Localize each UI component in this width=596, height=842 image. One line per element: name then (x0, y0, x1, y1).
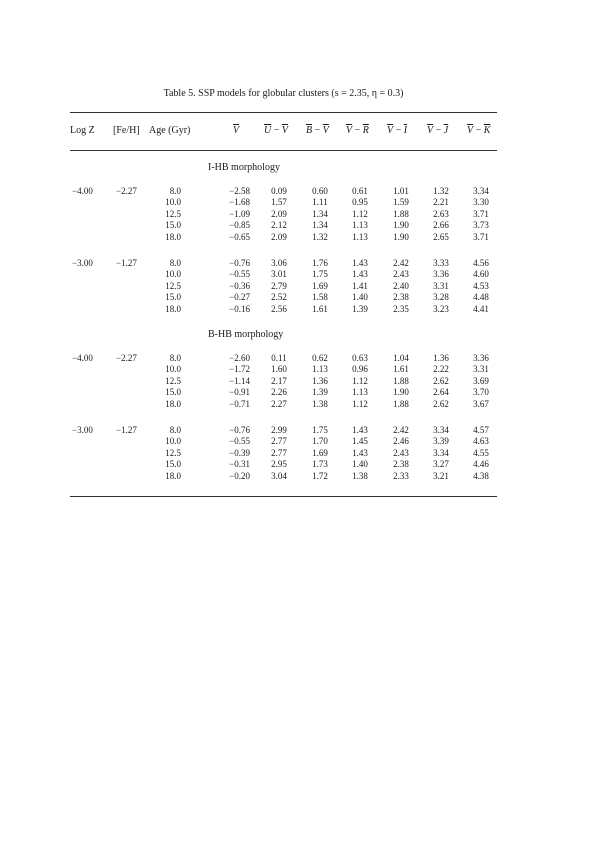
cell-v-minus-i: 1.61 (393, 364, 409, 375)
cell-u-minus-v: 2.52 (271, 292, 287, 303)
cell-u-minus-v: 2.77 (271, 436, 287, 447)
cell-u-minus-v: 2.17 (271, 375, 287, 386)
cell-b-minus-v: 0.60 (312, 186, 328, 196)
cell-v-minus-r: 1.43 (352, 258, 368, 268)
cell-v: −0.91 (229, 387, 250, 398)
cell-v-minus-i: 2.35 (393, 303, 409, 314)
cell-b-minus-v: 1.70 (312, 436, 328, 447)
cell-v-minus-j: 2.63 (433, 208, 449, 219)
cell-v: −0.16 (229, 303, 250, 314)
cell-b-minus-v: 1.11 (312, 197, 328, 208)
cell-v-minus-k: 3.71 (473, 208, 489, 219)
cell-v-minus-i: 1.90 (393, 220, 409, 231)
cell-age: 15.0 (165, 292, 181, 303)
cell-v: −0.27 (229, 292, 250, 303)
cell-v-minus-i: 1.88 (393, 375, 409, 386)
cell-u-minus-v: 2.99 (271, 425, 287, 435)
header-v: $\overline{V}$ (233, 125, 240, 136)
cell-age: 18.0 (165, 398, 181, 409)
cell-u-minus-v: 2.12 (271, 220, 287, 231)
cell-log-z: −4.00 (72, 186, 93, 196)
cell-v: −0.55 (229, 269, 250, 280)
cell-b-minus-v: 1.58 (312, 292, 328, 303)
cell-v-minus-j: 1.32 (433, 186, 449, 196)
cell-u-minus-v: 0.09 (271, 186, 287, 196)
cell-v-minus-r: 1.43 (352, 425, 368, 435)
cell-u-minus-v: 2.26 (271, 387, 287, 398)
cell-v-minus-j: 2.64 (433, 387, 449, 398)
cell-u-minus-v: 3.04 (271, 470, 287, 481)
cell-v-minus-k: 3.73 (473, 220, 489, 231)
cell-u-minus-v: 2.77 (271, 447, 287, 458)
cell-v-minus-j: 3.28 (433, 292, 449, 303)
cell-v-minus-i: 2.43 (393, 269, 409, 280)
cell-v-minus-k: 4.63 (473, 436, 489, 447)
cell-v-minus-r: 1.12 (352, 398, 368, 409)
cell-age: 18.0 (165, 470, 181, 481)
header-v-minus-r: $\overline{V} - \overline{R}$ (346, 125, 369, 136)
cell-v-minus-k: 3.70 (473, 387, 489, 398)
header-fe-h: [Fe/H] (113, 125, 140, 136)
cell-v-minus-k: 3.34 (473, 186, 489, 196)
cell-u-minus-v: 3.01 (271, 269, 287, 280)
cell-b-minus-v: 1.61 (312, 303, 328, 314)
header-b-minus-v: $\overline{B} - \overline{V}$ (306, 125, 329, 136)
cell-v-minus-k: 4.53 (473, 280, 489, 291)
cell-b-minus-v: 1.75 (312, 269, 328, 280)
cell-v-minus-j: 3.36 (433, 269, 449, 280)
cell-age: 8.0 (169, 186, 181, 196)
cell-v-minus-k: 3.69 (473, 375, 489, 386)
cell-u-minus-v: 0.11 (271, 353, 287, 363)
cell-v-minus-i: 2.42 (393, 425, 409, 435)
cell-v: −2.58 (229, 186, 250, 196)
cell-v-minus-j: 2.22 (433, 364, 449, 375)
cell-u-minus-v: 2.09 (271, 231, 287, 242)
cell-v-minus-k: 4.46 (473, 459, 489, 470)
cell-v-minus-r: 1.41 (352, 280, 368, 291)
cell-v-minus-r: 1.12 (352, 208, 368, 219)
cell-v-minus-j: 2.21 (433, 197, 449, 208)
cell-age: 12.5 (165, 447, 181, 458)
cell-v-minus-k: 4.60 (473, 269, 489, 280)
cell-age: 10.0 (165, 364, 181, 375)
cell-v: −0.71 (229, 398, 250, 409)
cell-v-minus-r: 1.13 (352, 220, 368, 231)
header-v-minus-k: $\overline{V} - \overline{K}$ (467, 125, 491, 136)
cell-b-minus-v: 1.72 (312, 470, 328, 481)
cell-v-minus-i: 2.38 (393, 459, 409, 470)
cell-v: −0.36 (229, 280, 250, 291)
cell-v-minus-i: 1.59 (393, 197, 409, 208)
cell-v-minus-r: 1.39 (352, 303, 368, 314)
header-age: Age (Gyr) (149, 125, 191, 136)
cell-v: −0.20 (229, 470, 250, 481)
cell-b-minus-v: 1.69 (312, 280, 328, 291)
cell-v-minus-i: 2.43 (393, 447, 409, 458)
cell-b-minus-v: 1.34 (312, 208, 328, 219)
cell-age: 15.0 (165, 220, 181, 231)
cell-v: −0.85 (229, 220, 250, 231)
cell-b-minus-v: 1.38 (312, 398, 328, 409)
cell-v-minus-i: 1.04 (393, 353, 409, 363)
cell-age: 12.5 (165, 375, 181, 386)
cell-v-minus-r: 1.13 (352, 387, 368, 398)
cell-log-z: −3.00 (72, 258, 93, 268)
cell-v-minus-j: 2.62 (433, 398, 449, 409)
cell-v-minus-i: 1.90 (393, 231, 409, 242)
cell-v-minus-j: 2.65 (433, 231, 449, 242)
cell-v: −2.60 (229, 353, 250, 363)
cell-v-minus-j: 3.33 (433, 258, 449, 268)
cell-v-minus-j: 1.36 (433, 353, 449, 363)
cell-log-z: −4.00 (72, 353, 93, 363)
cell-age: 8.0 (169, 353, 181, 363)
top-rule (70, 112, 497, 113)
cell-v-minus-r: 1.13 (352, 231, 368, 242)
cell-u-minus-v: 1.57 (271, 197, 287, 208)
cell-age: 15.0 (165, 387, 181, 398)
cell-v-minus-j: 3.31 (433, 280, 449, 291)
cell-fe-h: −2.27 (116, 353, 137, 363)
cell-v-minus-r: 1.40 (352, 459, 368, 470)
cell-age: 12.5 (165, 280, 181, 291)
cell-v: −1.68 (229, 197, 250, 208)
cell-u-minus-v: 2.27 (271, 398, 287, 409)
cell-age: 12.5 (165, 208, 181, 219)
cell-u-minus-v: 2.09 (271, 208, 287, 219)
bottom-rule (70, 496, 497, 497)
cell-u-minus-v: 3.06 (271, 258, 287, 268)
cell-u-minus-v: 2.56 (271, 303, 287, 314)
cell-age: 18.0 (165, 303, 181, 314)
cell-v-minus-j: 3.27 (433, 459, 449, 470)
header-v-minus-j: $\overline{V} - \overline{J}$ (427, 125, 449, 136)
cell-v-minus-i: 2.33 (393, 470, 409, 481)
cell-v-minus-r: 0.63 (352, 353, 368, 363)
cell-v-minus-k: 4.56 (473, 258, 489, 268)
cell-b-minus-v: 1.36 (312, 375, 328, 386)
cell-v-minus-k: 3.36 (473, 353, 489, 363)
cell-v: −1.09 (229, 208, 250, 219)
cell-v-minus-i: 2.40 (393, 280, 409, 291)
header-v-minus-i: $\overline{V} - \overline{I}$ (387, 125, 408, 136)
cell-v-minus-r: 1.45 (352, 436, 368, 447)
cell-age: 10.0 (165, 269, 181, 280)
cell-v-minus-r: 0.61 (352, 186, 368, 196)
cell-age: 10.0 (165, 436, 181, 447)
cell-v-minus-r: 1.40 (352, 292, 368, 303)
cell-v-minus-i: 2.42 (393, 258, 409, 268)
cell-v-minus-j: 2.66 (433, 220, 449, 231)
cell-v-minus-j: 3.21 (433, 470, 449, 481)
cell-u-minus-v: 2.95 (271, 459, 287, 470)
cell-v: −0.76 (229, 258, 250, 268)
cell-v-minus-i: 1.01 (393, 186, 409, 196)
header-log-z: Log Z (70, 125, 95, 136)
cell-v-minus-k: 4.48 (473, 292, 489, 303)
cell-b-minus-v: 1.39 (312, 387, 328, 398)
cell-v-minus-r: 1.43 (352, 447, 368, 458)
cell-fe-h: −2.27 (116, 186, 137, 196)
cell-v-minus-i: 2.38 (393, 292, 409, 303)
cell-v-minus-i: 1.88 (393, 208, 409, 219)
cell-b-minus-v: 0.62 (312, 353, 328, 363)
cell-fe-h: −1.27 (116, 425, 137, 435)
cell-b-minus-v: 1.76 (312, 258, 328, 268)
cell-v: −1.72 (229, 364, 250, 375)
cell-v-minus-k: 3.30 (473, 197, 489, 208)
header-u-minus-v: $\overline{U} - \overline{V}$ (264, 125, 288, 136)
cell-v: −1.14 (229, 375, 250, 386)
cell-b-minus-v: 1.73 (312, 459, 328, 470)
cell-b-minus-v: 1.75 (312, 425, 328, 435)
cell-v-minus-j: 3.34 (433, 447, 449, 458)
cell-v-minus-k: 4.41 (473, 303, 489, 314)
header-rule (70, 150, 497, 151)
cell-v: −0.31 (229, 459, 250, 470)
cell-v-minus-k: 4.57 (473, 425, 489, 435)
cell-age: 8.0 (169, 425, 181, 435)
cell-v-minus-j: 3.39 (433, 436, 449, 447)
cell-age: 15.0 (165, 459, 181, 470)
cell-v-minus-k: 3.67 (473, 398, 489, 409)
cell-v-minus-k: 3.71 (473, 231, 489, 242)
cell-u-minus-v: 2.79 (271, 280, 287, 291)
table-caption: Table 5. SSP models for globular clusters (s = 2.35, η = 0.3) (163, 88, 404, 99)
cell-v-minus-i: 1.88 (393, 398, 409, 409)
cell-v-minus-r: 1.43 (352, 269, 368, 280)
cell-v-minus-j: 3.34 (433, 425, 449, 435)
cell-v: −0.65 (229, 231, 250, 242)
cell-b-minus-v: 1.13 (312, 364, 328, 375)
cell-v-minus-r: 1.12 (352, 375, 368, 386)
cell-u-minus-v: 1.60 (271, 364, 287, 375)
cell-v-minus-i: 1.90 (393, 387, 409, 398)
cell-v-minus-r: 0.95 (352, 197, 368, 208)
cell-v-minus-i: 2.46 (393, 436, 409, 447)
cell-age: 18.0 (165, 231, 181, 242)
cell-v-minus-r: 0.96 (352, 364, 368, 375)
cell-v-minus-j: 3.23 (433, 303, 449, 314)
section-title: I-HB morphology (208, 162, 280, 173)
cell-v-minus-r: 1.38 (352, 470, 368, 481)
cell-v-minus-k: 4.38 (473, 470, 489, 481)
cell-v: −0.76 (229, 425, 250, 435)
cell-age: 10.0 (165, 197, 181, 208)
cell-v-minus-k: 4.55 (473, 447, 489, 458)
cell-age: 8.0 (169, 258, 181, 268)
cell-v-minus-j: 2.62 (433, 375, 449, 386)
cell-v: −0.55 (229, 436, 250, 447)
cell-log-z: −3.00 (72, 425, 93, 435)
cell-b-minus-v: 1.69 (312, 447, 328, 458)
cell-fe-h: −1.27 (116, 258, 137, 268)
cell-v-minus-k: 3.31 (473, 364, 489, 375)
cell-v: −0.39 (229, 447, 250, 458)
cell-b-minus-v: 1.32 (312, 231, 328, 242)
cell-b-minus-v: 1.34 (312, 220, 328, 231)
section-title: B-HB morphology (208, 329, 284, 340)
